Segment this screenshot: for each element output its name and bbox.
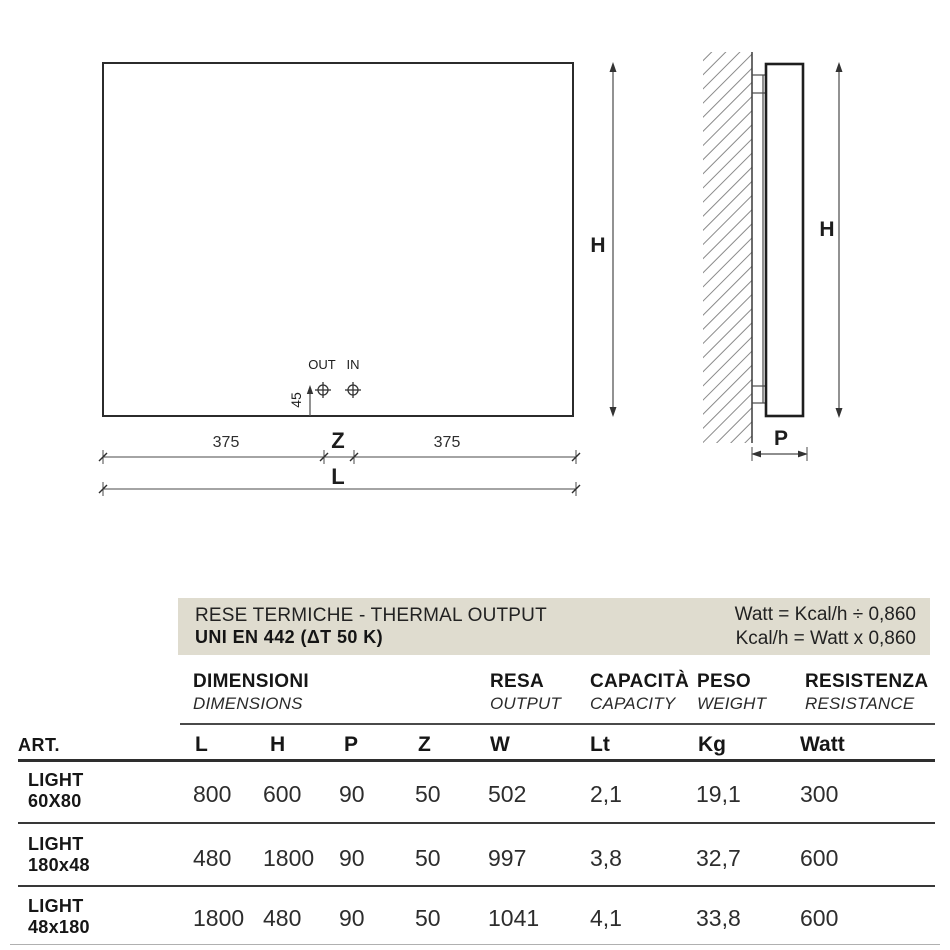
cell-h: 1800 bbox=[263, 845, 315, 871]
group-header-resa: RESA bbox=[490, 671, 544, 692]
column-header-l: L bbox=[195, 733, 208, 756]
cell-kg: 19,1 bbox=[696, 781, 741, 807]
cell-kg: 33,8 bbox=[696, 905, 741, 931]
cell-h: 600 bbox=[263, 781, 302, 807]
side-height-label: H bbox=[819, 218, 835, 241]
column-header-p: P bbox=[344, 733, 359, 756]
row-art-line1: LIGHT bbox=[28, 896, 84, 916]
formula-kcal-to-watt: Kcal/h = Watt x 0,860 bbox=[735, 627, 916, 649]
table-row bbox=[18, 781, 935, 808]
column-header-row bbox=[18, 733, 935, 757]
row-art-line2: 48x180 bbox=[28, 917, 90, 937]
thermal-output-band bbox=[178, 598, 930, 655]
cell-watt: 600 bbox=[800, 845, 839, 871]
cell-w: 502 bbox=[488, 781, 527, 807]
cell-z: 50 bbox=[415, 845, 441, 871]
group-header-capacity: CAPACITY bbox=[590, 694, 676, 713]
column-header-lt: Lt bbox=[590, 733, 610, 756]
cell-watt: 300 bbox=[800, 781, 839, 807]
side-depth-label: P bbox=[773, 427, 788, 450]
cell-w: 1041 bbox=[488, 905, 540, 931]
cell-z: 50 bbox=[415, 781, 441, 807]
row-art-line2: 60X80 bbox=[28, 791, 82, 811]
table-bottom-rule bbox=[10, 944, 940, 945]
group-header-weight: WEIGHT bbox=[697, 694, 767, 713]
row-art-line1: LIGHT bbox=[28, 770, 84, 790]
table-row bbox=[18, 845, 935, 872]
cell-h: 480 bbox=[263, 905, 302, 931]
out-pipe-label: OUT bbox=[308, 357, 336, 372]
dim-375-right-label: 375 bbox=[433, 434, 461, 451]
dim-375-left-label: 375 bbox=[212, 434, 240, 451]
thermal-band-title: RESE TERMICHE - THERMAL OUTPUT bbox=[195, 605, 547, 626]
wall-hatch bbox=[703, 52, 752, 443]
cell-lt: 4,1 bbox=[590, 905, 622, 931]
thermal-band-titles bbox=[195, 605, 547, 648]
cell-lt: 2,1 bbox=[590, 781, 622, 807]
out-pipe-marker-icon bbox=[315, 382, 331, 398]
dim-z-label: Z bbox=[331, 428, 345, 453]
group-header-rule bbox=[180, 723, 935, 725]
front-view-drawing bbox=[80, 40, 640, 510]
conversion-formulas bbox=[735, 603, 916, 651]
row-separator bbox=[18, 822, 935, 824]
thermal-band-standard: UNI EN 442 (ΔT 50 K) bbox=[195, 627, 383, 647]
group-header-resistenza: RESISTENZA bbox=[805, 671, 929, 692]
row-art-line1: LIGHT bbox=[28, 834, 84, 854]
cell-kg: 32,7 bbox=[696, 845, 741, 871]
column-header-art: ART. bbox=[18, 735, 60, 755]
cell-w: 997 bbox=[488, 845, 527, 871]
group-header-peso: PESO bbox=[697, 671, 751, 692]
table-row bbox=[18, 905, 935, 932]
cell-l: 800 bbox=[193, 781, 232, 807]
column-header-w: W bbox=[490, 733, 510, 756]
column-header-watt: Watt bbox=[800, 733, 845, 756]
cell-p: 90 bbox=[339, 781, 365, 807]
row-separator bbox=[18, 885, 935, 887]
cell-z: 50 bbox=[415, 905, 441, 931]
in-pipe-marker-icon bbox=[345, 382, 361, 398]
group-header-resistance: RESISTANCE bbox=[805, 694, 915, 713]
column-header-h: H bbox=[270, 733, 286, 756]
group-header-capacita: CAPACITÀ bbox=[590, 671, 690, 692]
cell-l: 480 bbox=[193, 845, 232, 871]
column-header-kg: Kg bbox=[698, 733, 726, 756]
front-height-label: H bbox=[590, 234, 606, 257]
cell-p: 90 bbox=[339, 845, 365, 871]
cell-l: 1800 bbox=[193, 905, 245, 931]
table-head-rule bbox=[18, 759, 935, 762]
group-header-dimensions: DIMENSIONS bbox=[193, 694, 303, 713]
column-header-z: Z bbox=[418, 733, 431, 756]
cell-lt: 3,8 bbox=[590, 845, 622, 871]
formula-watt-to-kcal: Watt = Kcal/h ÷ 0,860 bbox=[734, 603, 916, 625]
group-header-output: OUTPUT bbox=[490, 694, 562, 713]
dim-l-label: L bbox=[331, 464, 345, 489]
cell-watt: 600 bbox=[800, 905, 839, 931]
pipe-offset-45-label: 45 bbox=[288, 392, 304, 408]
group-header-dimensioni: DIMENSIONI bbox=[193, 671, 309, 692]
row-art-line2: 180x48 bbox=[28, 855, 90, 875]
cell-p: 90 bbox=[339, 905, 365, 931]
in-pipe-label: IN bbox=[346, 357, 360, 372]
